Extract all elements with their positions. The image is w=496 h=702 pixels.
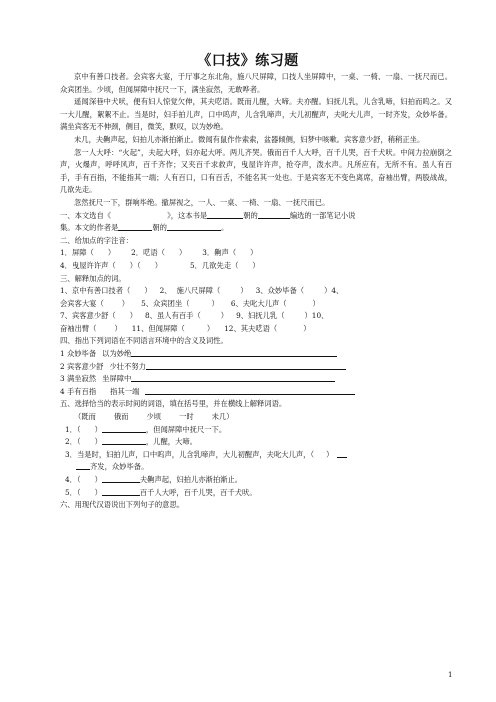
q3-line-4: 奋袖出臂（ ） 11、但闻屏障（ ） 12、其夫呓语（ ） xyxy=(60,323,311,333)
q5-blank-4[interactable] xyxy=(102,474,140,483)
passage-paragraph-3: 未几，夫齁声起，妇拍儿亦渐拍渐止。微闻有鼠作作索索，盆器倾侧，妇梦中咳嗽。宾客意少舒，稍稍正坐。 xyxy=(74,134,425,144)
q5-item-1: 1．（ ） ，但闻屏障中抚尺一下。 xyxy=(65,424,227,434)
q2-heading: 二、给加点的字注音： xyxy=(60,235,133,245)
q5-blank-5[interactable] xyxy=(102,487,140,496)
q4-item-1: 1 众妙毕备 以为妙绝 xyxy=(60,348,452,361)
q5-blank-2[interactable] xyxy=(102,436,146,445)
q1-line-2: 集。本文的作者是 朝的 。 xyxy=(60,223,229,233)
document-body xyxy=(60,71,452,512)
q5-heading: 五、选择恰当的表示时间的词语，填在括号里，并在横线上解释词语。 xyxy=(60,399,287,409)
q5-blank-3b[interactable] xyxy=(76,461,90,470)
q3-line-1: 1、京中有善口技者（ ） 2、 施八尺屏障（ ） 3、众妙毕备（ ）4、 xyxy=(60,286,344,296)
q1-blank-dynasty-1[interactable] xyxy=(207,210,243,219)
q4-answer-line-2[interactable] xyxy=(146,361,346,370)
q1-blank-editor[interactable] xyxy=(258,210,290,219)
q5-item-2: 2．（ ） ，儿醒，大啼。 xyxy=(65,437,197,447)
q1-blank-author-dynasty[interactable] xyxy=(118,222,152,231)
q2-line-1: 1．屏障（ ） 2．呓语（ ） 3．齁声（ ） xyxy=(60,248,258,258)
passage-paragraph-1: 京中有善口技者。会宾客大宴，于厅事之东北角，施八尺屏障，口技人坐屏障中，一桌、一椅、一扇、一抚尺而已。众宾团坐。少顷，但闻屏障中抚尺一下，满坐寂然，无敢哗者。 xyxy=(60,72,452,94)
passage-paragraph-5: 忽然抚尺一下，群响毕绝。撤屏视之，一人、一桌、一椅、一扇、一抚尺而已。 xyxy=(74,197,330,207)
passage-paragraph-4: 忽一人大呼：“火起”，夫起大呼，妇亦起大呼。两儿齐哭。俄而百千人大呼，百千儿哭，百千犬吠。中间力拉崩倒之声，火爆声，呼呼风声，百千齐作；又夹百千求救声，曳屋许许声，抢夺声，泼水声。凡所应有，无所不有。虽人有百手，手有百指，不能指其一端；人有百口，口有百舌，不能名其一处也。于是宾客无不变色离席，奋袖出臂，两股战战，几欲先走。 xyxy=(60,147,452,195)
q4-answer-line-1[interactable] xyxy=(131,348,337,357)
q4-answer-line-3[interactable] xyxy=(131,373,335,382)
q1-blank-author[interactable] xyxy=(167,222,221,231)
q3-line-3: 7、宾客意少舒（ ） 8、虽人有百手（ ） 9、妇抚儿乳（ ）10、 xyxy=(60,311,329,321)
q4-heading: 四、指出下列词语在不同语言环境中的含义及词性。 xyxy=(60,336,228,346)
q5-item-3: 3．当是时，妇拍儿声，口中呜声，儿含乳啼声，大儿初醒声，夫叱大儿声，（ ） xyxy=(60,449,452,462)
q3-heading: 三、解释加点的词。 xyxy=(60,273,126,283)
q2-line-2: 4．曳屋许许声（ ）（ ） 5．几欲先走（ ） xyxy=(60,260,260,270)
q4-item-3: 3 满坐寂然 坐屏障中 xyxy=(60,373,452,386)
q5-options: （既而 俄而 少顷 一时 未几） xyxy=(74,412,234,422)
q4-item-4: 4 手有百指 指其一端 xyxy=(60,386,452,399)
q3-line-2: 会宾客大宴（ ） 5、众宾团坐（ ） 6、夫叱大儿声（ ） xyxy=(60,298,320,308)
document-title: 《口技》练习题 xyxy=(197,53,299,69)
q1-line-1: 一、本文选自《 》，这本书是 朝的 编选的一部笔记小说 xyxy=(60,210,356,220)
q5-blank-3a[interactable] xyxy=(337,449,347,458)
q5-item-4: 4．（ ） 夫齁声起，妇拍儿亦渐拍渐止。 xyxy=(65,475,243,484)
page-number: 1 xyxy=(448,671,453,679)
q5-item-3-cont: 齐发，众妙毕备。 xyxy=(60,461,452,474)
q6-heading: 六、用现代汉语说出下列句子的意思。 xyxy=(60,500,185,510)
q4-answer-line-4[interactable] xyxy=(145,386,355,395)
q5-item-5: 5．（ ） 百千人大呼，百千儿哭，百千犬吠。 xyxy=(65,487,257,497)
q4-item-2: 2 宾客意少舒 少壮不努力 xyxy=(60,361,452,374)
q5-blank-1[interactable] xyxy=(102,424,146,433)
passage-paragraph-2: 遥闻深巷中犬吠，便有妇人惊觉欠伸，其夫呓语。既而儿醒，大啼。夫亦醒。妇抚儿乳，儿含乳啼，妇拍而呜之。又一大儿醒，絮絮不止。当是时，妇手拍儿声，口中呜声，儿含乳啼声，大儿初醒声，夫叱大儿声，一时齐发，众妙毕备。满坐宾客无不伸颈，侧目，微笑，默叹，以为妙绝。 xyxy=(60,97,452,132)
